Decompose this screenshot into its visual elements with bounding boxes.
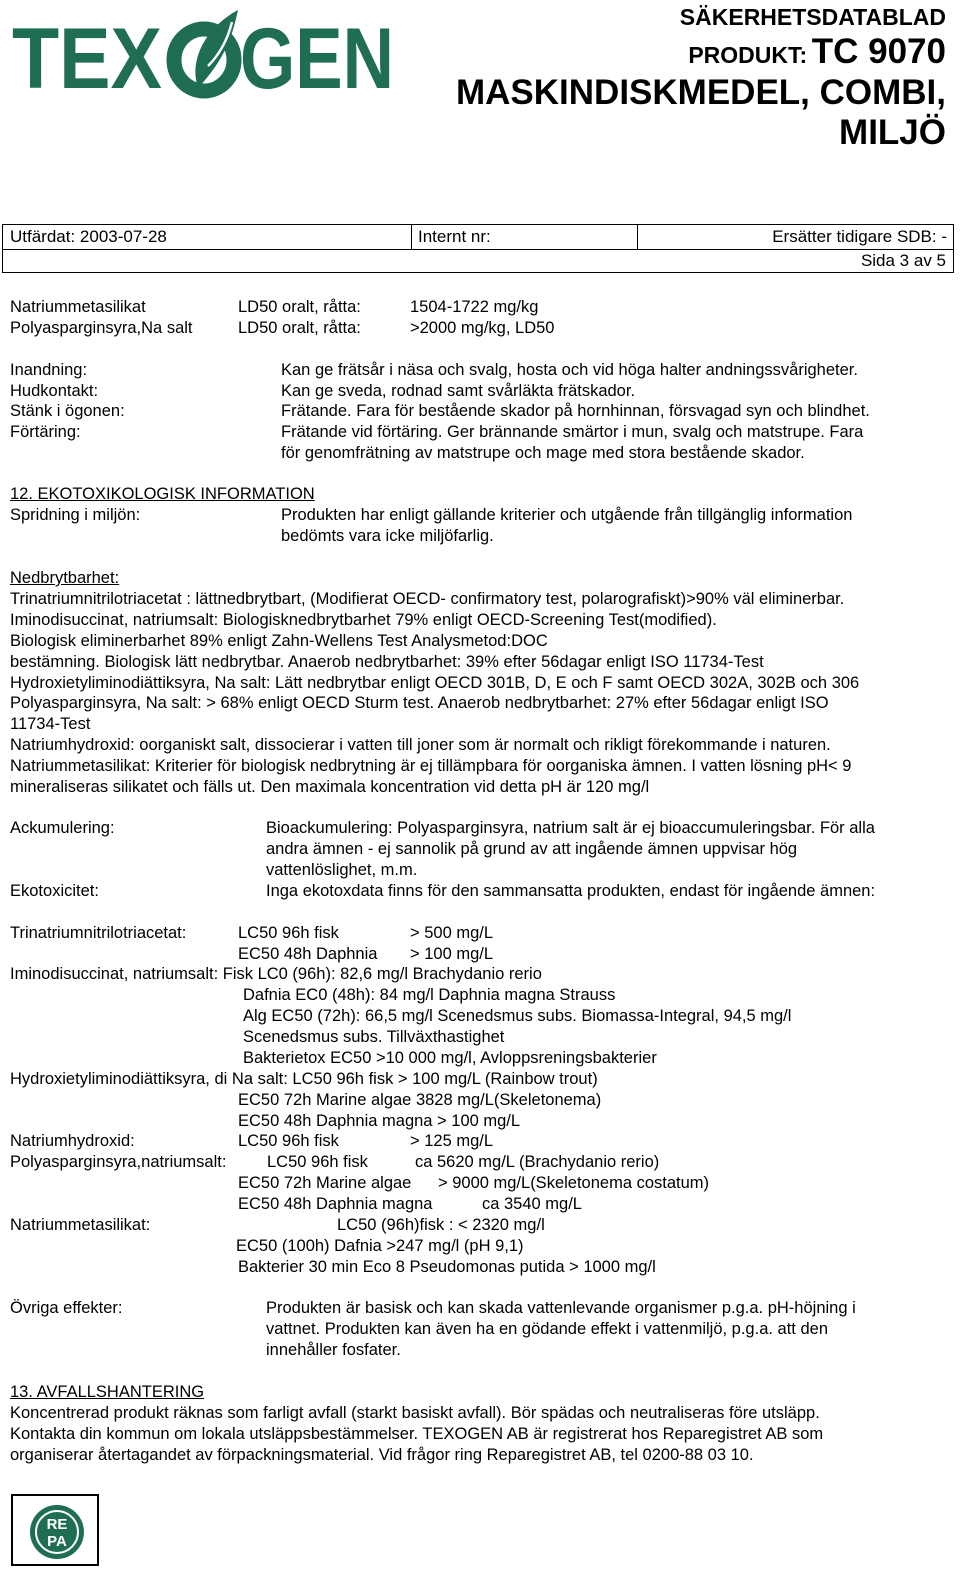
product-name-line-2: MILJÖ — [839, 113, 946, 152]
tox-test: EC50 72h Marine algae — [238, 1174, 412, 1192]
svg-text:TEX: TEX — [12, 11, 162, 107]
page-number: Sida 3 av 5 — [860, 251, 946, 270]
texogen-logo — [12, 8, 394, 107]
page-number-box — [2, 250, 954, 273]
tox-line: EC50 72h Marine algae 3828 mg/L(Skeletonema) — [238, 1091, 602, 1109]
exposure-text: för genomfrätning av matstrupe och mage med stora bestående skador. — [281, 444, 805, 462]
divider — [411, 225, 412, 249]
exposure-label-eyes: Stänk i ögonen: — [10, 402, 125, 420]
repa-logo — [11, 1494, 99, 1566]
tox-line: Bakterietox EC50 >10 000 mg/l, Avloppsreningsbakterier — [243, 1049, 657, 1067]
ld50-substance: Polyasparginsyra,Na salt — [10, 319, 193, 337]
degradability-line: Biologisk eliminerbarhet 89% enligt Zahn-Wellens Test Analysmetod:DOC — [10, 632, 548, 650]
degradability-line: Hydroxietyliminodiättiksyra, Na salt: Lätt nedbrytbar enligt OECD 301B, D, E och F samt OECD 302A, 302B och 306 — [10, 674, 860, 692]
waste-text: Koncentrerad produkt räknas som farligt avfall (starkt basiskt avfall). Bör spädas och neutraliseras före utsläpp. — [10, 1404, 820, 1422]
spread-label: Spridning i miljön: — [10, 506, 141, 524]
ecotox-text: Inga ekotoxdata finns för den sammansatta produkten, endast för ingående ämnen: — [266, 882, 876, 900]
degradability-line: mineraliseras silikatet och fälls ut. Den maximala koncentration vid detta pH är 120 mg/l — [10, 778, 650, 796]
product-code: TC 9070 — [811, 32, 946, 71]
tox-line: Alg EC50 (72h): 66,5 mg/l Scenedsmus subs. Biomassa-Integral, 94,5 mg/l — [243, 1007, 792, 1025]
issued-date: Utfärdat: 2003-07-28 — [10, 227, 167, 246]
exposure-label-ingestion: Förtäring: — [10, 423, 81, 441]
ld50-test: LD50 oralt, råtta: — [238, 319, 361, 337]
tox-line: Bakterier 30 min Eco 8 Pseudomonas putida > 1000 mg/l — [238, 1258, 656, 1276]
ld50-value: >2000 mg/kg, LD50 — [410, 319, 555, 337]
exposure-text: Kan ge sveda, rodnad samt svårläkta frätskador. — [281, 382, 636, 400]
tox-test: EC50 48h Daphnia — [238, 945, 378, 963]
document-type: SÄKERHETSDATABLAD — [679, 4, 946, 30]
ld50-substance: Natriummetasilikat — [10, 298, 146, 316]
svg-text:RE: RE — [46, 1516, 68, 1533]
tox-line: Hydroxietyliminodiättiksyra, di Na salt: LC50 96h fisk > 100 mg/L (Rainbow trout) — [10, 1070, 598, 1088]
ld50-value: 1504-1722 mg/kg — [410, 298, 539, 316]
product-name-line-1: MASKINDISKMEDEL, COMBI, — [456, 73, 946, 112]
product-line — [688, 33, 946, 77]
tox-value: > 9000 mg/L(Skeletonema costatum) — [438, 1174, 710, 1192]
divider — [637, 225, 638, 249]
tox-line: EC50 48h Daphnia magna > 100 mg/L — [238, 1112, 521, 1130]
section-13-heading: 13. AVFALLSHANTERING — [10, 1383, 205, 1401]
ecotox-label: Ekotoxicitet: — [10, 882, 99, 900]
tox-line: Scenedsmus subs. Tillväxthastighet — [243, 1028, 505, 1046]
tox-value: ca 3540 mg/L — [482, 1195, 582, 1213]
tox-line: EC50 (100h) Dafnia >247 mg/l (pH 9,1) — [236, 1237, 524, 1255]
tox-test: LC50 96h fisk — [267, 1153, 368, 1171]
tox-test: LC50 96h fisk — [238, 1132, 339, 1150]
waste-text: organiserar återtagandet av förpackningsmaterial. Vid frågor ring Reparegistret AB, tel 0200-88 03 10. — [10, 1446, 754, 1464]
degradability-line: Trinatriumnitrilotriacetat : lättnedbrytbart, (Modifierat OECD- confirmatory test, polarografiskt)>90% väl eliminerbar. — [10, 590, 845, 608]
ld50-test: LD50 oralt, råtta: — [238, 298, 361, 316]
svg-text:PA: PA — [47, 1533, 67, 1550]
accumulation-label: Ackumulering: — [10, 819, 115, 837]
tox-test: EC50 48h Daphnia magna — [238, 1195, 433, 1213]
exposure-text: Frätande. Fara för bestående skador på hornhinnan, försvagad syn och blindhet. — [281, 402, 870, 420]
spread-text: Produkten har enligt gällande kriterier och utgående från tillgänglig information — [281, 506, 853, 524]
other-effects-text: vattnet. Produkten kan även ha en gödande effekt i vattenmiljö, p.g.a. att den — [266, 1320, 828, 1338]
accumulation-text: Bioackumulering: Polyasparginsyra, natrium salt är ej bioaccumuleringsbar. För alla — [266, 819, 875, 837]
tox-substance: Natriumhydroxid: — [10, 1132, 135, 1150]
replaces-sdb: Ersätter tidigare SDB: - — [772, 227, 947, 246]
repa-emblem-icon — [13, 1496, 97, 1564]
svg-text:GEN: GEN — [240, 11, 394, 107]
tox-line: Dafnia EC0 (48h): 84 mg/l Daphnia magna Strauss — [243, 986, 616, 1004]
exposure-label-skin: Hudkontakt: — [10, 382, 99, 400]
tox-line: LC50 (96h)fisk : < 2320 mg/l — [337, 1216, 545, 1234]
tox-value: > 500 mg/L — [410, 924, 494, 942]
tox-substance: Trinatriumnitrilotriacetat: — [10, 924, 187, 942]
degradability-line: Iminodisuccinat, natriumsalt: Biologisknedbrytbarhet 79% enligt OECD-Screening Test(modified). — [10, 611, 717, 629]
degradability-heading: Nedbrytbarhet: — [10, 569, 120, 587]
degradability-line: Natriumhydroxid: oorganiskt salt, dissocierar i vatten till joner som är normalt och rikligt förekommande i naturen. — [10, 736, 831, 754]
exposure-label-inhalation: Inandning: — [10, 361, 88, 379]
degradability-line: 11734-Test — [10, 715, 91, 733]
exposure-text: Kan ge frätsår i näsa och svalg, hosta och vid höga halter andningssvårigheter. — [281, 361, 858, 379]
degradability-line: Natriummetasilikat: Kriterier för biologisk nedbrytning är ej tillämpbara för oorganiska ämnen. I vatten lösning pH< 9 — [10, 757, 852, 775]
other-effects-label: Övriga effekter: — [10, 1299, 123, 1317]
section-12-heading: 12. EKOTOXIKOLOGISK INFORMATION — [10, 485, 315, 503]
accumulation-text: andra ämnen - ej sannolik på grund av att ingående ämnen uppvisar hög — [266, 840, 798, 858]
document-info-bar — [2, 224, 954, 250]
tox-line: Iminodisuccinat, natriumsalt: Fisk LC0 (96h): 82,6 mg/l Brachydanio rerio — [10, 965, 542, 983]
degradability-line: Polyasparginsyra, Na salt: > 68% enligt OECD Sturm test. Anaerob nedbrytbarhet: 27% efter 56dagar enligt ISO — [10, 694, 829, 712]
tox-substance: Polyasparginsyra,natriumsalt: — [10, 1153, 227, 1171]
waste-text: Kontakta din kommun om lokala utsläppsbestämmelser. TEXOGEN AB är registrerat hos Reparegistret AB som — [10, 1425, 824, 1443]
tox-substance: Natriummetasilikat: — [10, 1216, 151, 1234]
tox-value: ca 5620 mg/L (Brachydanio rerio) — [415, 1153, 660, 1171]
other-effects-text: innehåller fosfater. — [266, 1341, 401, 1359]
degradability-line: bestämning. Biologisk lätt nedbrytbar. Anaerob nedbrytbarhet: 39% efter 56dagar enligt ISO 11734-Test — [10, 653, 764, 671]
tox-value: > 125 mg/L — [410, 1132, 494, 1150]
other-effects-text: Produkten är basisk och kan skada vattenlevande organismer p.g.a. pH-höjning i — [266, 1299, 856, 1317]
spread-text: bedömts vara icke miljöfarlig. — [281, 527, 494, 545]
tox-value: > 100 mg/L — [410, 945, 494, 963]
product-label: PRODUKT: — [688, 42, 808, 68]
accumulation-text: vattenlöslighet, m.m. — [266, 861, 418, 879]
internal-number: Internt nr: — [418, 227, 491, 246]
tox-test: LC50 96h fisk — [238, 924, 339, 942]
exposure-text: Frätande vid förtäring. Ger brännande smärtor i mun, svalg och matstrupe. Fara — [281, 423, 864, 441]
